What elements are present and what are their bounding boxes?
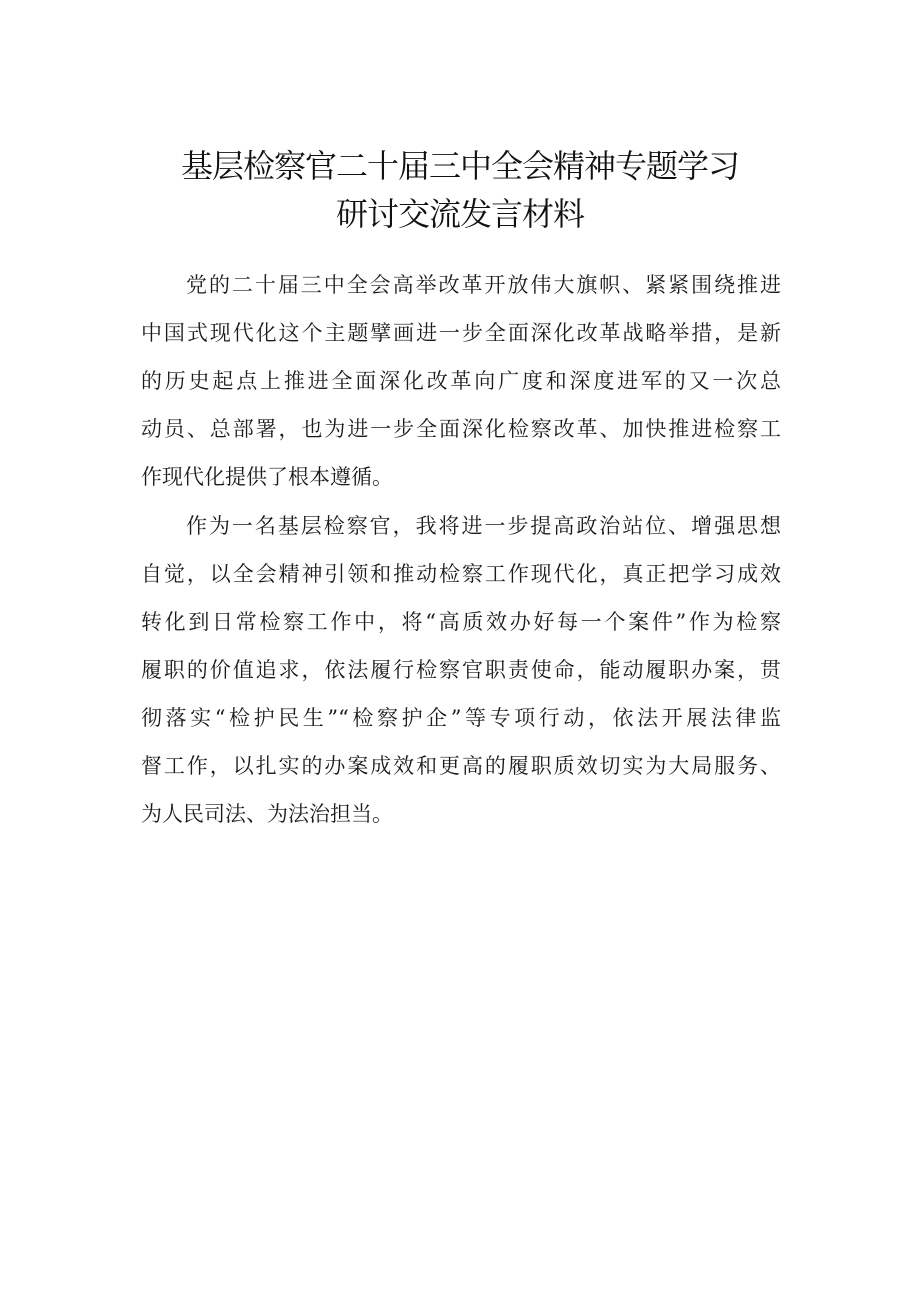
document-title-line-1: 基层检察官二十届三中全会精神专题学习 [180, 147, 739, 185]
paragraph-2-line-4: 履职的价值追求，依法履行检察官职责使命，能动履职办案，贯 [141, 658, 781, 682]
paragraph-1-line-5: 作现代化提供了根本遵循。 [141, 465, 393, 489]
paragraph-1-line-4: 动员、总部署，也为进一步全面深化检察改革、加快推进检察工 [141, 417, 781, 441]
document-title-line-2: 研讨交流发言材料 [335, 195, 584, 233]
paragraph-2-line-7: 为人民司法、为法治担当。 [141, 802, 393, 826]
paragraph-2-line-5: 彻落实“检护民生”“检察护企”等专项行动，依法开展法律监 [141, 706, 781, 730]
paragraph-2-line-3: 转化到日常检察工作中，将“高质效办好每一个案件”作为检察 [141, 610, 781, 634]
paragraph-2-line-2: 自觉，以全会精神引领和推动检察工作现代化，真正把学习成效 [141, 562, 781, 586]
paragraph-2-line-1: 作为一名基层检察官，我将进一步提高政治站位、增强思想 [186, 514, 781, 538]
paragraph-2-line-6: 督工作，以扎实的办案成效和更高的履职质效切实为大局服务、 [141, 754, 781, 778]
paragraph-1-line-1: 党的二十届三中全会高举改革开放伟大旗帜、紧紧围绕推进 [186, 273, 781, 297]
paragraph-1-line-2: 中国式现代化这个主题擘画进一步全面深化改革战略举措，是新 [141, 321, 781, 345]
paragraph-1-line-3: 的历史起点上推进全面深化改革向广度和深度进军的又一次总 [141, 369, 781, 393]
